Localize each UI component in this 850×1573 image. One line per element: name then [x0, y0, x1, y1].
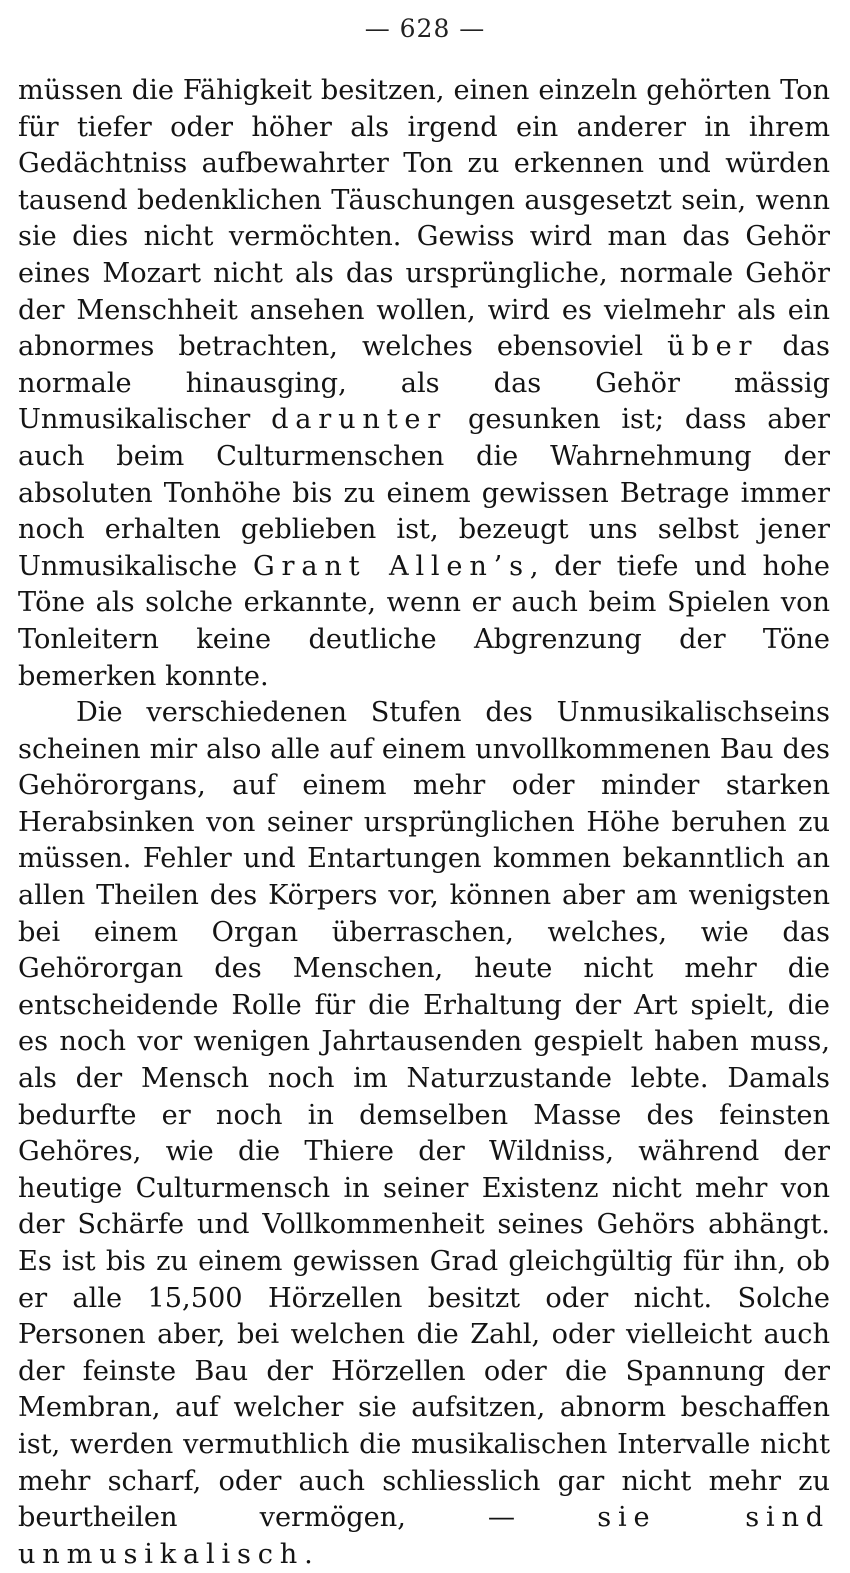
text-segment: gesunken ist; dass aber auch beim Culturmenschen die Wahrnehmung der absoluten Tonhöhe bis zu einem gewissen Betrage immer noch erhalten geblieben ist, bezeugt uns selbst jener Unmusikalische [18, 404, 830, 582]
paragraph-2 [18, 695, 830, 1573]
text-segment: das normale hinausging, als das Gehör mässig Unmusikalischer [18, 331, 830, 436]
paragraph-1 [18, 73, 830, 695]
emphasized-word: darunter [271, 404, 448, 436]
emphasized-word: über [667, 331, 759, 363]
text-segment: , der tiefe und hohe Töne als solche erkannte, wenn er auch beim Spielen von Tonleitern keine deutliche Abgrenzung der Töne bemerken konnte. [18, 550, 830, 692]
text-segment: Die verschiedenen Stufen des Unmusikalischseins scheinen mir also alle auf einem unvollkommenen Bau des Gehörorgans, auf einem mehr oder minder starken Herabsinken von seiner ursprünglichen Höhe beruhen zu müssen. Fehler und Entartungen kommen bekanntlich an allen Theilen des Körpers vor, können aber am wenigsten bei einem Organ überraschen, welches, wie das Gehörorgan des Menschen, heute nicht mehr die entscheidende Rolle für die Erhaltung der Art spielt, die es noch vor wenigen Jahrtausenden gespielt haben muss, als der Mensch noch im Naturzustande lebte. Damals bedurfte er noch in demselben Masse des feinsten Gehöres, wie die Thiere der Wildniss, während der heutige Culturmensch in seiner Existenz nicht mehr von der Schärfe und Vollkommenheit seines Gehörs abhängt. Es ist bis zu einem gewissen Grad gleichgültig für ihn, ob er alle 15,500 Hörzellen besitzt oder nicht. Solche Personen aber, bei welchen die Zahl, oder vielleicht auch der feinste Bau der Hörzellen oder die Spannung der Membran, auf welcher sie aufsitzen, abnorm beschaffen ist, werden vermuthlich die musikalischen Intervalle nicht mehr scharf, oder auch schliesslich gar nicht mehr zu beurtheilen vermögen, — [18, 697, 830, 1534]
emphasized-phrase: sie sind unmusikalisch. [18, 1502, 830, 1570]
body-text [18, 73, 830, 1573]
text-segment: müssen die Fähigkeit besitzen, einen einzeln gehörten Ton für tiefer oder höher als irgend ein anderer in ihrem Gedächtniss aufbewahrter Ton zu erkennen und würden tausend bedenklichen Täuschungen ausgesetzt sein, wenn sie dies nicht vermöchten. Gewiss wird man das Gehör eines Mozart nicht als das ursprüngliche, normale Gehör der Menschheit ansehen wollen, wird es vielmehr als ein abnormes betrachten, welches ebensoviel [18, 75, 830, 363]
emphasized-name: Grant Allen’s [253, 550, 530, 582]
page-number: — 628 — [364, 14, 486, 43]
